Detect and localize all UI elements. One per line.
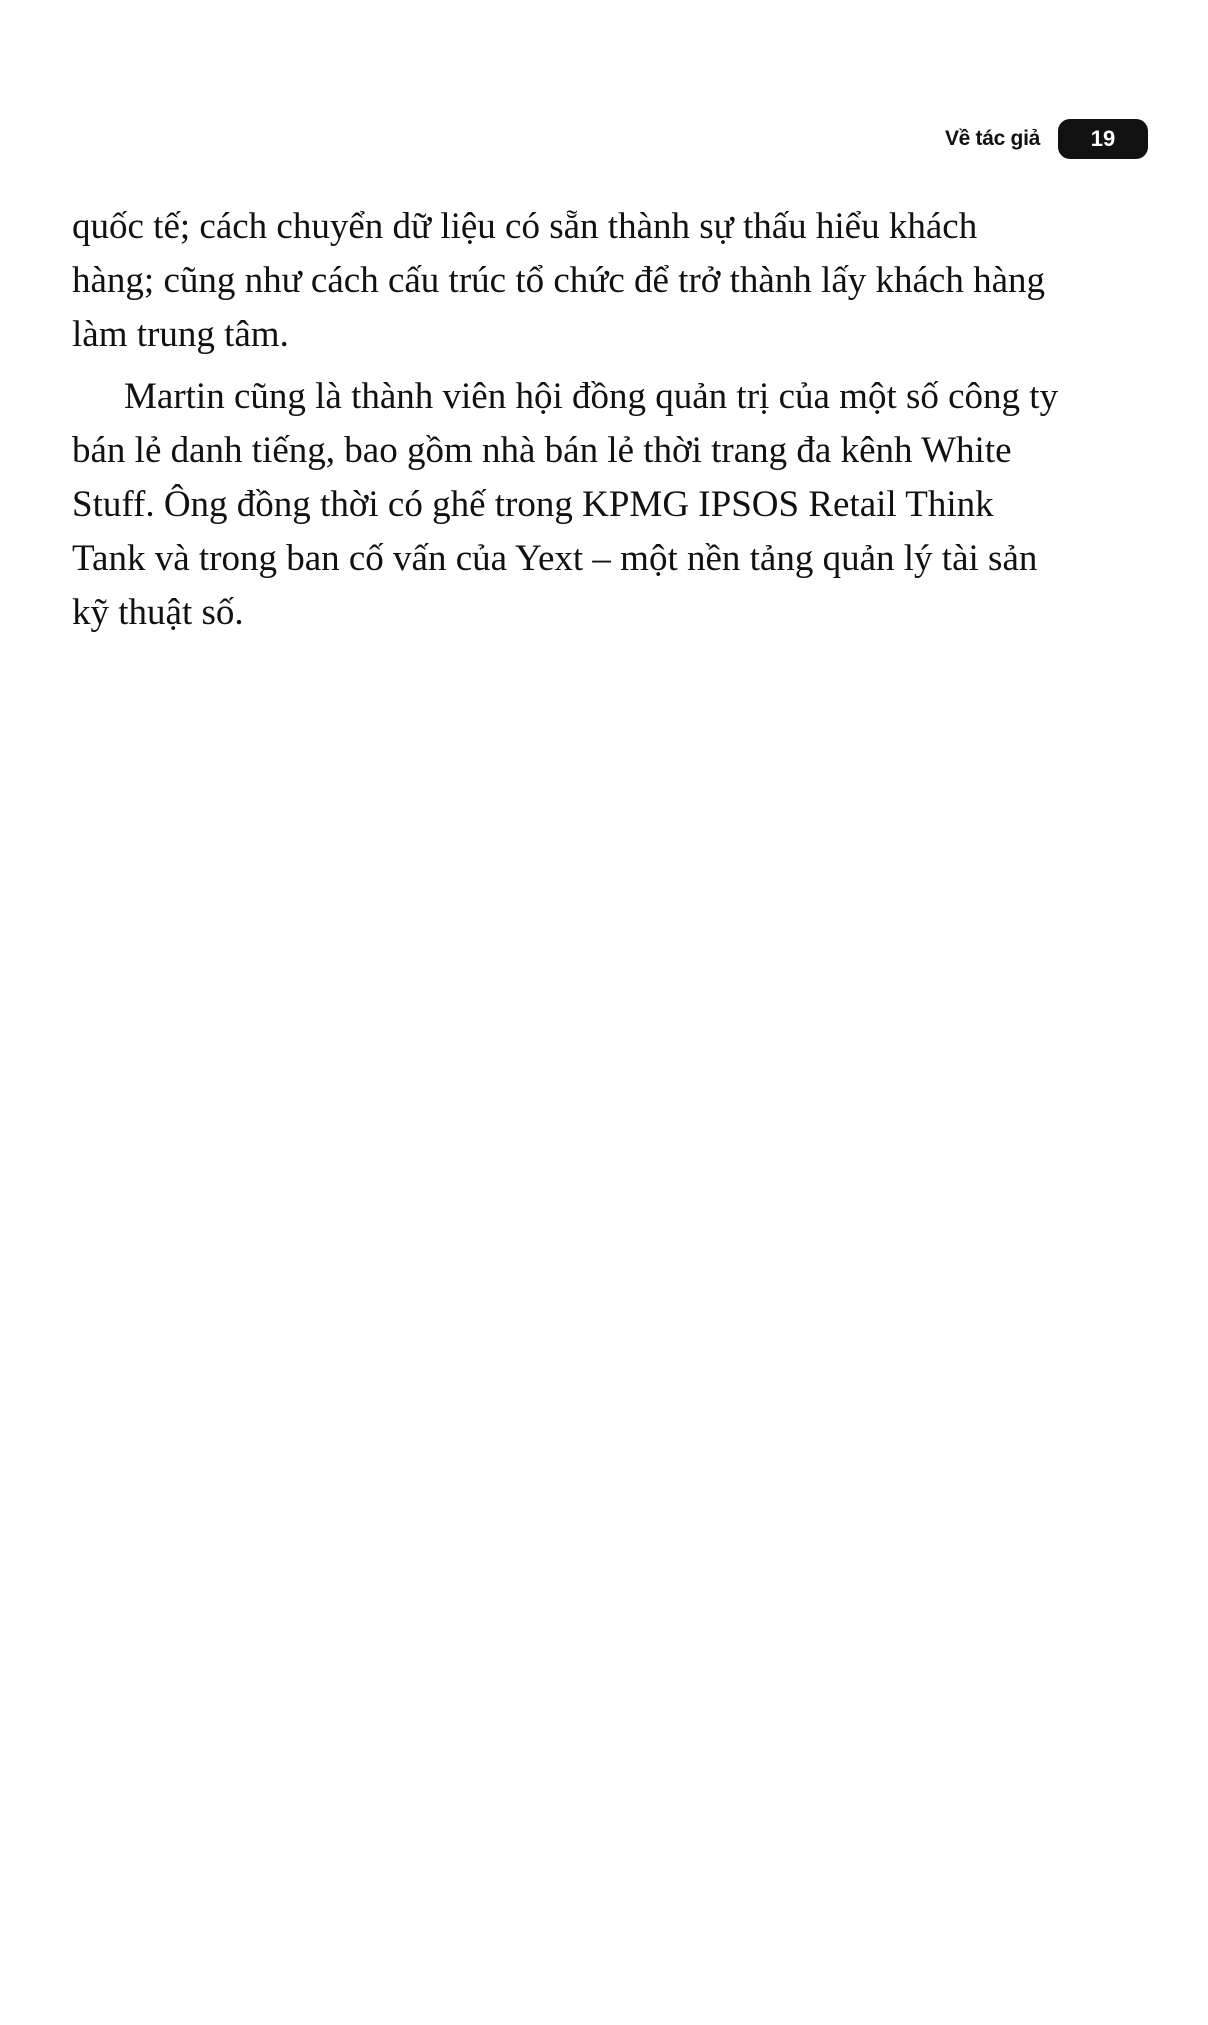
- section-title: Về tác giả: [944, 127, 1040, 150]
- running-header: [945, 119, 1148, 159]
- page-number: 19: [1058, 119, 1148, 159]
- body-text: [72, 200, 1062, 640]
- paragraph-continuation: quốc tế; cách chuyển dữ liệu có sẵn thành sự thấu hiểu khách hàng; cũng như cách cấu trúc tổ chức để trở thành lấy khách hàng làm trung tâm.: [72, 206, 1046, 355]
- paragraph-martin-boards: Martin cũng là thành viên hội đồng quản trị của một số công ty bán lẻ danh tiếng, bao gồm nhà bán lẻ thời trang đa kênh White Stuff. Ông đồng thời có ghế trong KPMG IPSOS Retail Think Tank và trong ban cố vấn của Yext – một nền tảng quản lý tài sản kỹ thuật số.: [72, 376, 1059, 633]
